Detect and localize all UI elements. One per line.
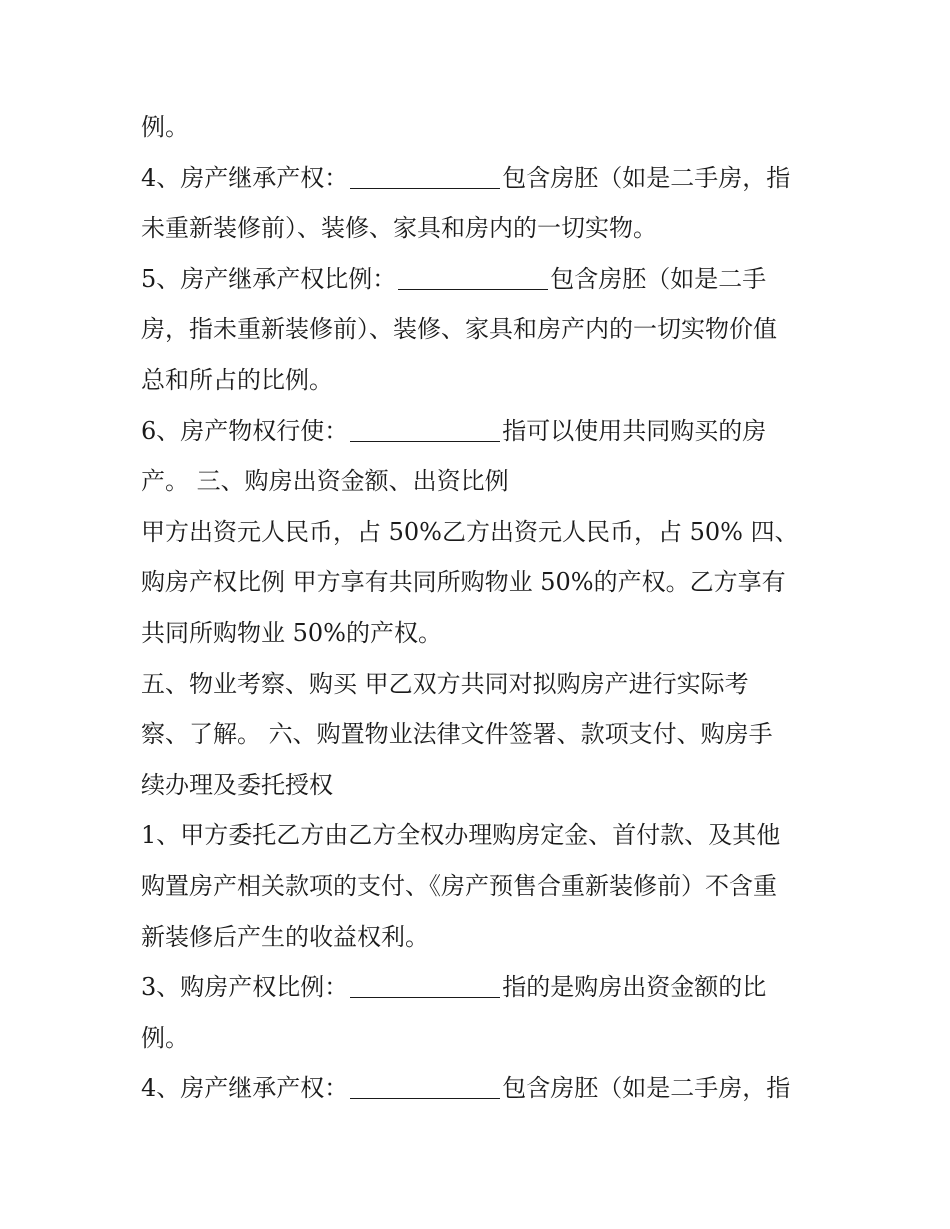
- text-line: 产。 三、购房出资金额、出资比例: [141, 467, 509, 496]
- text-line: 新装修后产生的收益权利。: [141, 922, 429, 951]
- text-line: 总和所占的比例。: [141, 365, 333, 394]
- fill-in-blank: [350, 164, 500, 189]
- text-line: 购房产权比例 甲方享有共同所购物业 50%的产权。乙方享有: [141, 568, 786, 597]
- text-line: 4、房产继承产权： 包含房胚（如是二手房，指: [141, 163, 791, 192]
- text-line: 例。: [141, 1023, 189, 1052]
- text-line: 房，指未重新装修前）、装修、家具和房产内的一切实物价值: [141, 315, 777, 344]
- text-line: 5、房产继承产权比例： 包含房胚（如是二手: [141, 264, 767, 293]
- fill-in-blank: [350, 1074, 500, 1099]
- text-line: 3、购房产权比例： 指的是购房出资金额的比: [141, 973, 767, 1002]
- text-line: 未重新装修前）、装修、家具和房内的一切实物。: [141, 214, 657, 243]
- text-line: 6、房产物权行使： 指可以使用共同购买的房: [141, 416, 767, 445]
- fill-in-blank: [350, 973, 500, 998]
- text-line: 1、甲方委托乙方由乙方全权办理购房定金、首付款、及其他: [141, 821, 781, 850]
- text-line: 甲方出资元人民币，占 50%乙方出资元人民币，占 50% 四、: [141, 517, 799, 546]
- text-line: 购置房产相关款项的支付、《房产预售合重新装修前）不含重: [141, 871, 777, 900]
- text-line: 察、了解。 六、购置物业法律文件签署、款项支付、购房手: [141, 720, 773, 749]
- text-line: 续办理及委托授权: [141, 770, 333, 799]
- fill-in-blank: [398, 265, 548, 290]
- fill-in-blank: [350, 417, 500, 442]
- text-line: 五、物业考察、购买 甲乙双方共同对拟购房产进行实际考: [141, 669, 749, 698]
- document-body: [141, 102, 831, 1114]
- text-line: 例。: [141, 113, 189, 141]
- text-line: 4、房产继承产权： 包含房胚（如是二手房，指: [141, 1074, 791, 1103]
- text-line: 共同所购物业 50%的产权。: [141, 618, 442, 647]
